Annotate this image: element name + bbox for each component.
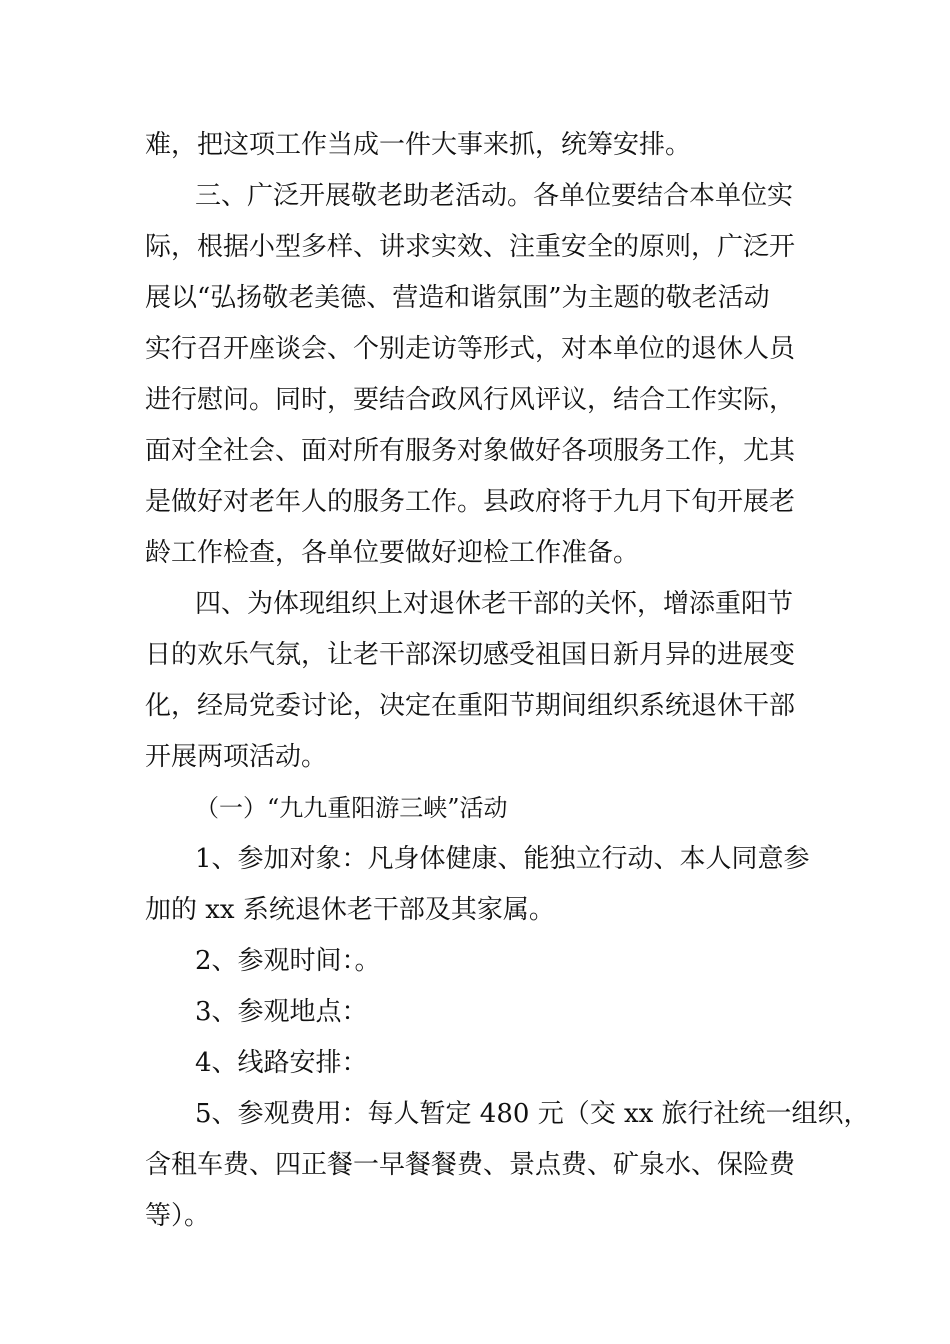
document-body (145, 120, 870, 1242)
text-line: 等）。 (145, 1201, 211, 1231)
text-line: 实行召开座谈会、个别走访等形式，对本单位的退休人员 (145, 334, 796, 364)
text-line: 日的欢乐气氛，让老干部深切感受祖国日新月异的进展变 (145, 640, 796, 670)
text-line: 是做好对老年人的服务工作。县政府将于九月下旬开展老 (145, 487, 796, 517)
text-line: 1、参加对象：凡身体健康、能独立行动、本人同意参 (195, 844, 810, 874)
text-line: 开展两项活动。 (145, 742, 328, 772)
text-line: 展以“弘扬敬老美德、营造和谐氛围”为主题的敬老活动 (145, 283, 770, 313)
text-line: 4、线路安排： (195, 1048, 368, 1078)
text-line: 龄工作检查，各单位要做好迎检工作准备。 (145, 538, 640, 568)
text-line: 化，经局党委讨论，决定在重阳节期间组织系统退休干部 (145, 691, 796, 721)
text-line: 5、参观费用：每人暂定 480 元（交 xx 旅行社统一组织， (195, 1099, 870, 1129)
text-line: 2、参观时间：。 (195, 946, 381, 976)
text-line: 含租车费、四正餐一早餐餐费、景点费、矿泉水、保险费 (145, 1150, 796, 1180)
text-line: 进行慰问。同时，要结合政风行风评议，结合工作实际， (145, 385, 796, 415)
text-line: 3、参观地点： (195, 997, 368, 1027)
text-line: 三、广泛开展敬老助老活动。各单位要结合本单位实 (195, 181, 794, 211)
text-line: 际，根据小型多样、讲求实效、注重安全的原则，广泛开 (145, 232, 796, 262)
text-line: 加的 xx 系统退休老干部及其家属。 (145, 895, 555, 925)
text-line: 难，把这项工作当成一件大事来抓，统筹安排。 (145, 130, 692, 160)
text-line: 四、为体现组织上对退休老干部的关怀，增添重阳节 (195, 589, 794, 619)
text-line: 面对全社会、面对所有服务对象做好各项服务工作，尤其 (145, 436, 796, 466)
subheading: （一）“九九重阳游三峡”活动 (195, 794, 508, 822)
